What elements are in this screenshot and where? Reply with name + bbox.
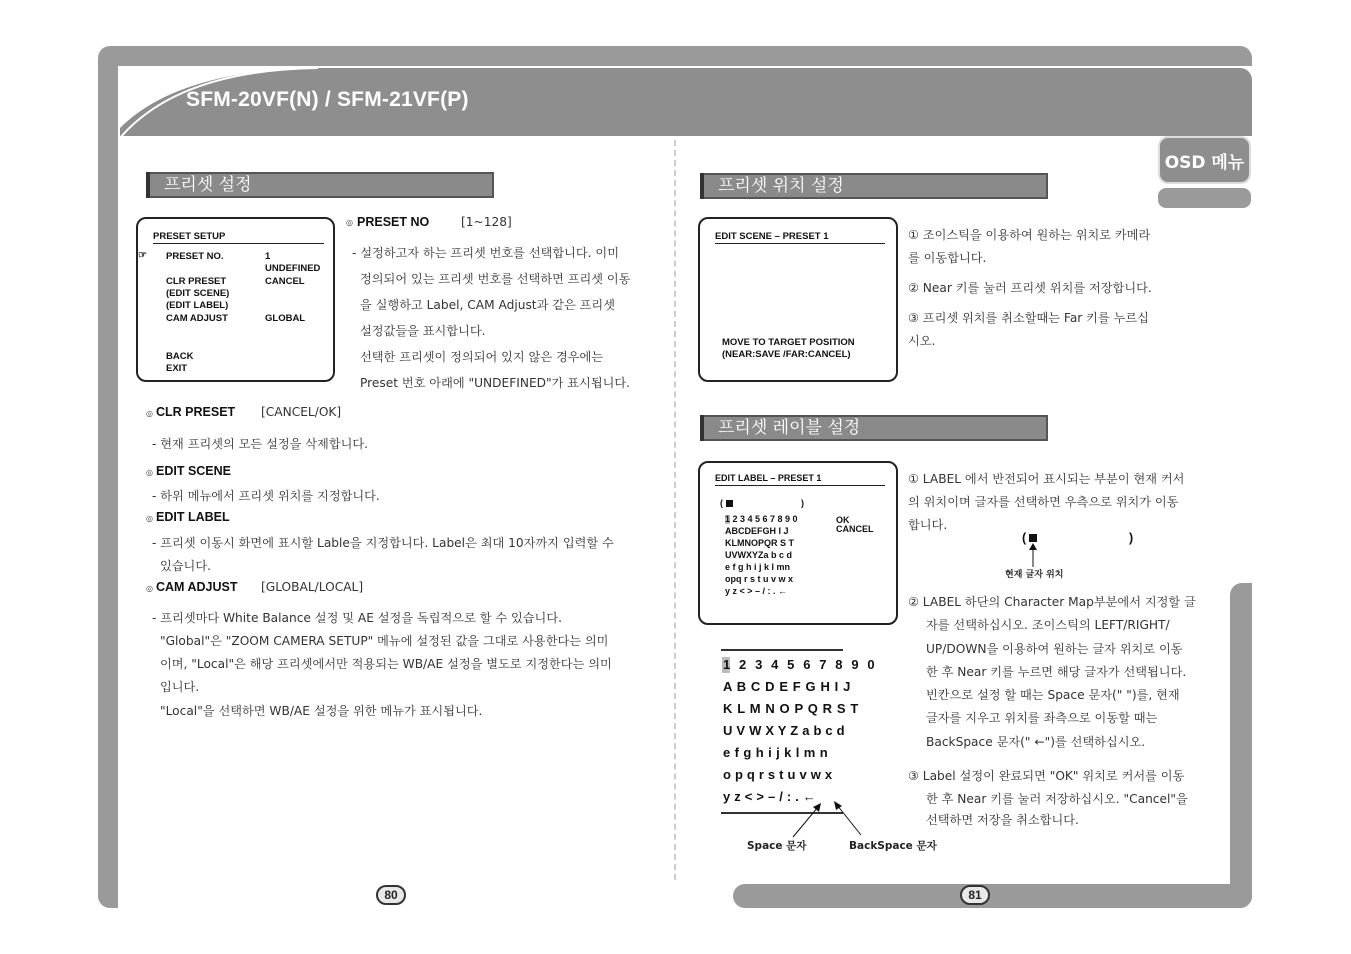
page-frame-bottom <box>733 884 1252 908</box>
bullet-icon: ◎ <box>146 584 153 593</box>
osd-row-value: CANCEL <box>265 276 305 287</box>
osd-row-value: GLOBAL <box>265 313 306 324</box>
cam-adjust-desc: "Local"을 선택하면 WB/AE 설정을 위한 메뉴가 표시됩니다. <box>160 704 483 718</box>
label-step: 한 후 Near 키를 눌러 저장하십시오. "Cancel"을 <box>926 792 1188 806</box>
scene-step: ① 조이스틱을 이용하여 원하는 위치로 카메라 <box>908 228 1151 242</box>
label-step: 의 위치이며 글자를 선택하면 우측으로 위치가 이동 <box>908 495 1179 509</box>
bullet-icon: ◎ <box>346 218 353 227</box>
osd-row-label: PRESET NO. <box>166 251 224 262</box>
preset-desc-line: 정의되어 있는 프리셋 번호를 선택하면 프리셋 이동 <box>360 272 631 286</box>
edit-label-desc: 있습니다. <box>160 559 211 573</box>
charmap-row: y z < > – / : . ← <box>725 586 788 596</box>
clr-preset-desc: - 현재 프리셋의 모든 설정을 삭제합니다. <box>152 437 369 451</box>
osd-row-label: CLR PRESET <box>166 276 227 287</box>
charmap-row: e f g h i j k l m n <box>723 745 829 760</box>
cursor-demo-open: ( <box>1022 531 1027 545</box>
scene-step: ③ 프리셋 위치를 취소할때는 Far 키를 누르십 <box>908 311 1149 325</box>
label-field-close: ) <box>801 498 804 508</box>
scene-step: 시오. <box>908 334 936 348</box>
charmap-row: K L M N O P Q R S T <box>723 701 859 716</box>
osd-title: PRESET SETUP <box>153 231 226 242</box>
label-step: 글자를 지우고 위치를 좌측으로 이동할 때는 <box>926 711 1158 725</box>
preset-desc-line: 설정값들을 표시합니다. <box>360 324 486 338</box>
label-step: UP/DOWN을 이용하여 원하는 글자 위치로 이동 <box>926 642 1183 656</box>
charmap-row: UVWXYZa b c d <box>725 550 793 560</box>
charmap-row: o p q r s t u v w x <box>723 767 833 782</box>
osd-row-label: BACK <box>166 351 194 362</box>
page-divider <box>674 140 676 880</box>
page-number-left: 80 <box>376 885 406 905</box>
space-caption: Space 문자 <box>747 840 807 852</box>
edit-label-label: EDIT LABEL <box>156 510 230 524</box>
charmap-row: 1 2 3 4 5 6 7 8 9 0 <box>725 514 798 524</box>
edit-label-osd <box>698 461 898 625</box>
charmap-row: ABCDEFGH I J <box>725 526 789 536</box>
pointer-arrows <box>785 795 875 840</box>
edit-scene-osd <box>698 217 898 382</box>
preset-desc-line: 을 실행하고 Label, CAM Adjust과 같은 프리셋 <box>360 298 615 312</box>
charmap-row: 1 2 3 4 5 6 7 8 9 0 <box>723 657 878 672</box>
preset-desc-line: 선택한 프리셋이 정의되어 있지 않은 경우에는 <box>360 350 604 364</box>
label-step: ① LABEL 에서 반전되어 표시되는 부분이 현재 커서 <box>908 472 1185 486</box>
osd-row-label: (EDIT SCENE) <box>166 288 230 299</box>
clr-preset-label: CLR PRESET <box>156 405 236 419</box>
section-title-label: 프리셋 레이블 설정 <box>700 415 1048 441</box>
label-step: 합니다. <box>908 518 948 532</box>
label-step: ③ Label 설정이 완료되면 "OK" 위치로 커서를 이동 <box>908 769 1185 783</box>
bullet-icon: ◎ <box>146 514 153 523</box>
osd-message: MOVE TO TARGET POSITION <box>722 337 855 348</box>
cancel-option: CANCEL <box>836 524 874 534</box>
cam-adjust-desc: 이며, "Local"은 해당 프리셋에서만 적용되는 WB/AE 설정을 별도로 지정한다는 의미 <box>160 657 612 671</box>
preset-setup-osd <box>136 217 335 382</box>
osd-title: EDIT SCENE – PRESET 1 <box>715 231 829 242</box>
edit-label-desc: - 프리셋 이동시 화면에 표시할 Lable을 지정합니다. Label은 최대 10자까지 입력할 수 <box>152 536 614 550</box>
preset-no-label: PRESET NO <box>357 215 430 229</box>
charmap-row: U V W X Y Z a b c d <box>723 723 845 738</box>
charmap-top-rule <box>721 649 843 651</box>
edit-scene-label: EDIT SCENE <box>156 464 232 478</box>
section-title-preset-setup: 프리셋 설정 <box>146 172 494 198</box>
page-frame-top <box>98 46 1252 68</box>
page-frame-left <box>98 60 118 908</box>
preset-desc-line: Preset 번호 아래에 "UNDEFINED"가 표시됩니다. <box>360 376 631 390</box>
ok-option: OK <box>836 515 850 525</box>
cursor-block <box>726 500 733 507</box>
osd-row-label: EXIT <box>166 363 188 374</box>
preset-no-range: [1~128] <box>461 215 512 229</box>
cam-adjust-range: [GLOBAL/LOCAL] <box>261 580 364 594</box>
pointer-icon: ☞ <box>138 250 147 261</box>
backspace-caption: BackSpace 문자 <box>849 840 937 852</box>
osd-menu-tab: OSD 메뉴 <box>1158 136 1251 184</box>
osd-row-value: UNDEFINED <box>265 263 321 274</box>
charmap-row: e f g h i j k l mn <box>725 562 791 572</box>
charmap-row: KLMNOPQR S T <box>725 538 794 548</box>
label-step: 한 후 Near 키를 누르면 해당 글자가 선택됩니다. <box>926 665 1187 679</box>
edit-scene-desc: - 하위 메뉴에서 프리셋 위치를 지정합니다. <box>152 489 380 503</box>
label-step: 자를 선택하십시오. 조이스틱의 LEFT/RIGHT/ <box>926 618 1170 632</box>
bullet-icon: ◎ <box>146 409 153 418</box>
osd-row-value: 1 <box>265 251 271 262</box>
cam-adjust-desc: "Global"은 "ZOOM CAMERA SETUP" 메뉴에 설정된 값을 그대로 사용한다는 의미 <box>160 634 609 648</box>
cam-adjust-label: CAM ADJUST <box>156 580 238 594</box>
charmap-row: opq r s t u v w x <box>725 574 794 584</box>
cursor-demo-block <box>1029 534 1037 542</box>
clr-preset-range: [CANCEL/OK] <box>261 405 342 419</box>
up-arrow-icon <box>1028 543 1038 567</box>
label-step: ② LABEL 하단의 Character Map부분에서 지정할 글 <box>908 595 1196 609</box>
scene-step: 를 이동합니다. <box>908 251 987 265</box>
page-frame-right <box>1230 583 1252 908</box>
osd-row-label: (EDIT LABEL) <box>166 300 229 311</box>
cam-adjust-desc: - 프리셋마다 White Balance 설정 및 AE 설정을 독립적으로 할 수 있습니다. <box>152 611 562 625</box>
tab-decoration <box>1158 188 1251 208</box>
page-title: SFM-20VF(N) / SFM-21VF(P) <box>186 88 469 111</box>
charmap-row: y z < > – / : . ← <box>723 789 816 804</box>
osd-message: (NEAR:SAVE /FAR:CANCEL) <box>722 349 851 360</box>
osd-row-label: CAM ADJUST <box>166 313 228 324</box>
charmap-row: A B C D E F G H I J <box>723 679 851 694</box>
scene-step: ② Near 키를 눌러 프리셋 위치를 저장합니다. <box>908 281 1152 295</box>
cursor-demo-close: ) <box>1129 531 1134 545</box>
label-step: BackSpace 문자(" ←")를 선택하십시오. <box>926 735 1146 749</box>
preset-desc-line: - 설정하고자 하는 프리셋 번호를 선택합니다. 이미 <box>352 246 619 260</box>
osd-title: EDIT LABEL – PRESET 1 <box>715 473 822 483</box>
label-step: 선택하면 저장을 취소합니다. <box>926 813 1079 827</box>
section-title-scene: 프리셋 위치 설정 <box>700 173 1048 199</box>
label-field-open: ( <box>720 498 723 508</box>
cam-adjust-desc: 입니다. <box>160 680 200 694</box>
bullet-icon: ◎ <box>146 468 153 477</box>
label-step: 빈칸으로 설정 할 때는 Space 문자(" ")를, 현재 <box>926 688 1180 702</box>
cursor-demo-caption: 현재 글자 위치 <box>1005 570 1064 580</box>
page-number-right: 81 <box>960 885 990 905</box>
